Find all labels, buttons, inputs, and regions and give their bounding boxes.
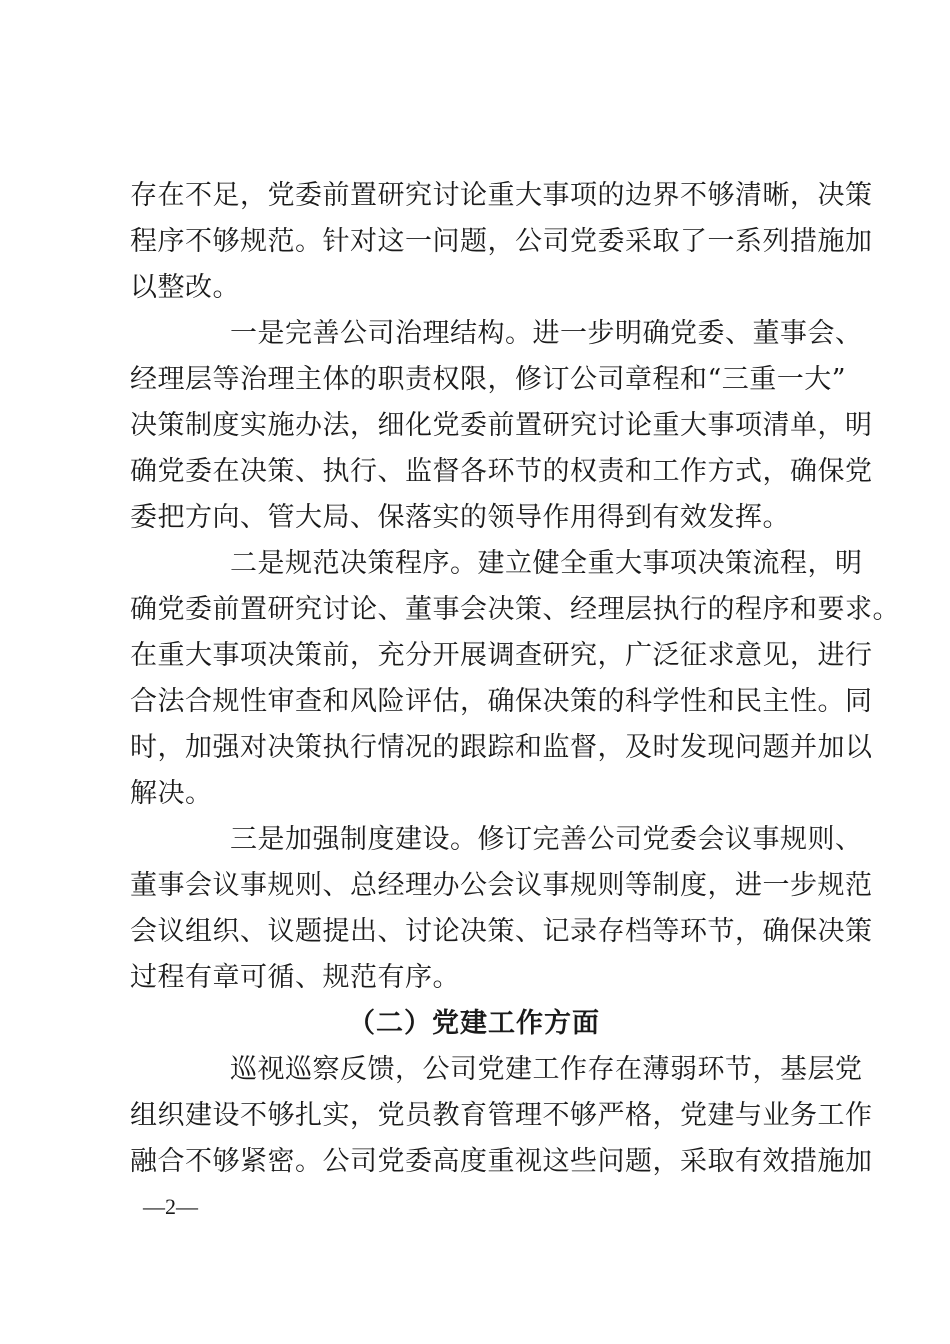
text-line: 组织建设不够扎实，党员教育管理不够严格，党建与业务工作	[130, 1100, 873, 1131]
text-line: 时，加强对决策执行情况的跟踪和监督，及时发现问题并加以	[130, 732, 873, 763]
text-line: 经理层等治理主体的职责权限，修订公司章程和“三重一大”	[130, 364, 847, 395]
text-line: 以整改。	[130, 272, 240, 303]
paragraph-start-line: 一是完善公司治理结构。进一步明确党委、董事会、	[230, 318, 863, 349]
text-line: 委把方向、管大局、保落实的领导作用得到有效发挥。	[130, 502, 790, 533]
paragraph-start-line: 二是规范决策程序。建立健全重大事项决策流程，明	[230, 548, 863, 579]
text-line: 存在不足，党委前置研究讨论重大事项的边界不够清晰，决策	[130, 180, 873, 211]
text-line: 决策制度实施办法，细化党委前置研究讨论重大事项清单，明	[130, 410, 873, 441]
text-line: 确党委前置研究讨论、董事会决策、经理层执行的程序和要求。	[130, 594, 900, 625]
text-line: 解决。	[130, 778, 213, 809]
section-heading: （二）党建工作方面	[348, 1008, 600, 1039]
text-line: 融合不够紧密。公司党委高度重视这些问题，采取有效措施加	[130, 1146, 873, 1177]
text-line: 合法合规性审查和风险评估，确保决策的科学性和民主性。同	[130, 686, 873, 717]
text-line: 程序不够规范。针对这一问题，公司党委采取了一系列措施加	[130, 226, 873, 257]
text-line: 会议组织、议题提出、讨论决策、记录存档等环节，确保决策	[130, 916, 873, 947]
text-line: 确党委在决策、执行、监督各环节的权责和工作方式，确保党	[130, 456, 873, 487]
text-line: 过程有章可循、规范有序。	[130, 962, 460, 993]
text-line: 董事会议事规则、总经理办公会议事规则等制度，进一步规范	[130, 870, 873, 901]
page-number: —2—	[143, 1194, 198, 1219]
paragraph-start-line: 巡视巡察反馈，公司党建工作存在薄弱环节，基层党	[230, 1054, 863, 1085]
text-line: 在重大事项决策前，充分开展调查研究，广泛征求意见，进行	[130, 640, 873, 671]
paragraph-start-line: 三是加强制度建设。修订完善公司党委会议事规则、	[230, 824, 863, 855]
